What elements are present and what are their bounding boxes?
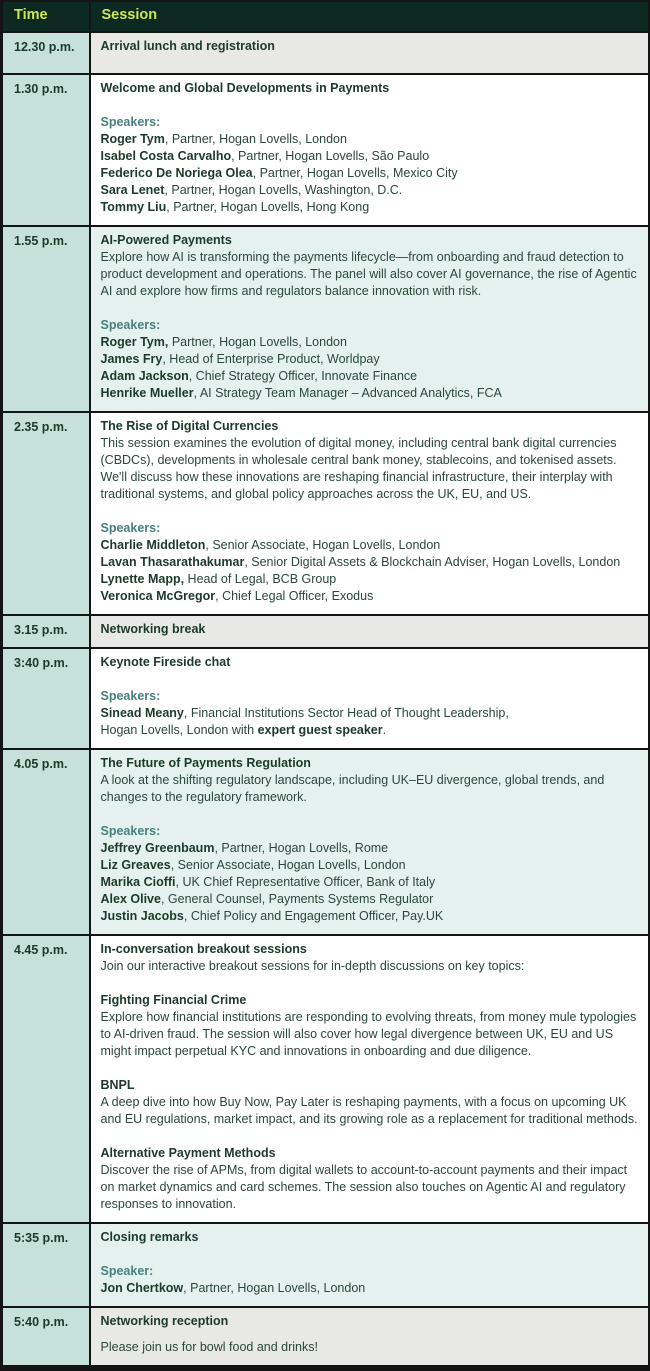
speakers-heading: Speakers:	[100, 824, 161, 838]
spacer	[101, 1060, 639, 1077]
speaker-line	[101, 131, 639, 148]
speaker-detail: , Partner, Hogan Lovells, London	[164, 132, 347, 146]
speaker-name: James Fry	[100, 352, 163, 366]
session-title: Networking reception	[100, 1314, 229, 1328]
session-cell	[90, 615, 650, 648]
spacer	[101, 1330, 639, 1339]
spacer	[101, 1246, 639, 1263]
speaker-detail: , Partner, Hogan Lovells, Hong Kong	[166, 200, 370, 214]
time-cell: 1.55 p.m.	[2, 226, 90, 412]
speaker-detail: , AI Strategy Team Manager – Advanced Analytics, FCA	[193, 386, 502, 400]
time-column-header: Time	[2, 1, 90, 32]
speaker-detail: , Head of Enterprise Product, Worldpay	[162, 352, 380, 366]
session-description: A deep dive into how Buy Now, Pay Later is reshaping payments, with a focus on upcoming UK and EU regulations, market impact, and its growing role as a replacement for traditional methods.	[100, 1095, 638, 1126]
agenda-row	[2, 1307, 650, 1368]
speaker-detail: , Senior Associate, Hogan Lovells, London	[170, 858, 406, 872]
speaker-line	[101, 385, 639, 402]
speaker-line	[101, 537, 639, 554]
session-title: AI-Powered Payments	[100, 233, 232, 247]
spacer	[101, 806, 639, 823]
speaker-line	[101, 588, 639, 605]
speaker-detail: , Partner, Hogan Lovells, Rome	[214, 841, 389, 855]
agenda-row	[2, 32, 650, 74]
agenda-body	[2, 32, 650, 1368]
speakers-heading: Speakers:	[100, 521, 161, 535]
speaker-detail: , Senior Digital Assets & Blockchain Adviser, Hogan Lovells, London	[244, 555, 621, 569]
session-description: This session examines the evolution of digital money, including central bank digital currencies (CBDCs), developments in wholesale central bank money, stablecoins, and tokenised assets. We'll discuss how these innovations are reshaping financial infrastructure, their interplay with traditional systems, and global policy approaches across the UK, EU, and US.	[100, 436, 617, 501]
agenda-row	[2, 749, 650, 935]
speaker-name: Roger Tym,	[100, 335, 169, 349]
session-title: Keynote Fireside chat	[100, 655, 231, 669]
session-title: Welcome and Global Developments in Payments	[100, 81, 390, 95]
speaker-detail: , Senior Associate, Hogan Lovells, London	[205, 538, 441, 552]
speaker-detail: , General Counsel, Payments Systems Regulator	[160, 892, 434, 906]
speaker-line	[101, 182, 639, 199]
speaker-name: Federico De Noriega Olea	[100, 166, 253, 180]
speaker-line	[101, 334, 639, 351]
session-title: Arrival lunch and registration	[100, 39, 275, 53]
speakers-heading: Speakers:	[100, 318, 161, 332]
spacer	[101, 1128, 639, 1145]
speaker-line	[101, 705, 639, 722]
speaker-name: Alex Olive	[100, 892, 161, 906]
session-description: Join our interactive breakout sessions for in-depth discussions on key topics:	[100, 959, 525, 973]
speaker-detail: , UK Chief Representative Officer, Bank of Italy	[175, 875, 436, 889]
time-cell: 3:40 p.m.	[2, 648, 90, 749]
time-cell: 12.30 p.m.	[2, 32, 90, 74]
speaker-line	[101, 165, 639, 182]
spacer	[101, 300, 639, 317]
session-column-header: Session	[90, 1, 650, 32]
session-description: Explore how AI is transforming the payments lifecycle—from onboarding and fraud detection to product development and operations. The panel will also cover AI governance, the rise of Agentic AI and explore how firms and regulators balance innovation with risk.	[100, 250, 637, 298]
agenda-row	[2, 74, 650, 226]
speaker-detail: Head of Legal, BCB Group	[184, 572, 337, 586]
session-cell	[90, 412, 650, 615]
session-title: The Future of Payments Regulation	[100, 756, 311, 770]
spacer	[101, 671, 639, 688]
speaker-detail: , Partner, Hogan Lovells, London	[183, 1281, 366, 1295]
speakers-heading: Speakers:	[100, 115, 161, 129]
breakout-session-title: Alternative Payment Methods	[100, 1146, 276, 1160]
speaker-line	[101, 351, 639, 368]
speaker-detail: .	[382, 723, 387, 737]
speaker-name: Lavan Thasarathakumar	[100, 555, 245, 569]
speakers-heading: Speaker:	[100, 1264, 154, 1278]
speaker-name: Roger Tym	[100, 132, 165, 146]
speaker-detail: , Chief Strategy Officer, Innovate Finance	[188, 369, 418, 383]
speaker-name: Tommy Liu	[100, 200, 167, 214]
speaker-detail: , Financial Institutions Sector Head of Thought Leadership,	[183, 706, 509, 720]
speaker-name: Justin Jacobs	[100, 909, 184, 923]
session-description: Discover the rise of APMs, from digital wallets to account-to-account payments and their impact on market dynamics and card schemes. The session also touches on Agentic AI and regulatory responses to innovation.	[100, 1163, 628, 1211]
speaker-detail: , Partner, Hogan Lovells, Mexico City	[252, 166, 458, 180]
speaker-line	[101, 722, 639, 739]
speaker-detail: , Chief Legal Officer, Exodus	[215, 589, 374, 603]
speaker-name: expert guest speaker	[257, 723, 383, 737]
session-description: Explore how financial institutions are responding to evolving threats, from money mule typologies to AI-driven fraud. The session will also cover how legal divergence between UK, EU and US might impact perpetual KYC and innovations in onboarding and due diligence.	[100, 1010, 637, 1058]
header-row	[2, 1, 650, 32]
speaker-name: Jeffrey Greenbaum	[100, 841, 215, 855]
time-cell: 5:35 p.m.	[2, 1223, 90, 1307]
speaker-name: Jon Chertkow	[100, 1281, 184, 1295]
session-cell	[90, 1223, 650, 1307]
speaker-line	[101, 857, 639, 874]
time-cell: 1.30 p.m.	[2, 74, 90, 226]
speaker-line	[101, 840, 639, 857]
spacer	[101, 97, 639, 114]
session-description: A look at the shifting regulatory landscape, including UK–EU divergence, global trends, and changes to the regulatory framework.	[100, 773, 605, 804]
speaker-detail: Partner, Hogan Lovells, London	[168, 335, 347, 349]
speaker-line	[101, 571, 639, 588]
time-cell: 4.45 p.m.	[2, 935, 90, 1223]
agenda-row	[2, 412, 650, 615]
speaker-line	[101, 908, 639, 925]
session-title: Networking break	[100, 622, 206, 636]
time-cell: 4.05 p.m.	[2, 749, 90, 935]
speaker-line	[101, 368, 639, 385]
speaker-name: Lynette Mapp,	[100, 572, 185, 586]
session-title: Closing remarks	[100, 1230, 199, 1244]
time-cell: 5:40 p.m.	[2, 1307, 90, 1368]
breakout-session-title: BNPL	[100, 1078, 135, 1092]
speaker-line	[101, 874, 639, 891]
spacer	[101, 503, 639, 520]
spacer	[101, 975, 639, 992]
session-cell	[90, 935, 650, 1223]
spacer	[101, 55, 639, 64]
breakout-session-title: Fighting Financial Crime	[100, 993, 247, 1007]
session-cell	[90, 648, 650, 749]
session-description: Please join us for bowl food and drinks!	[100, 1340, 318, 1354]
speaker-line	[101, 891, 639, 908]
speaker-name: Charlie Middleton	[100, 538, 206, 552]
speaker-detail: , Partner, Hogan Lovells, Washington, D.C.	[164, 183, 403, 197]
session-cell	[90, 749, 650, 935]
agenda-row	[2, 935, 650, 1223]
speaker-line	[101, 148, 639, 165]
session-cell	[90, 1307, 650, 1368]
speaker-name: Adam Jackson	[100, 369, 189, 383]
speaker-name: Veronica McGregor	[100, 589, 216, 603]
session-cell	[90, 74, 650, 226]
speaker-detail: Hogan Lovells, London with	[100, 723, 258, 737]
session-cell	[90, 32, 650, 74]
time-cell: 3.15 p.m.	[2, 615, 90, 648]
speaker-line	[101, 554, 639, 571]
speaker-name: Liz Greaves	[100, 858, 171, 872]
session-title: In-conversation breakout sessions	[100, 942, 307, 956]
speaker-detail: , Partner, Hogan Lovells, São Paulo	[231, 149, 430, 163]
speaker-name: Sara Lenet	[100, 183, 165, 197]
agenda-row	[2, 615, 650, 648]
agenda-row	[2, 226, 650, 412]
speaker-detail: , Chief Policy and Engagement Officer, Pay.UK	[183, 909, 444, 923]
session-cell	[90, 226, 650, 412]
speaker-name: Sinead Meany	[100, 706, 184, 720]
agenda-header	[2, 1, 650, 32]
speaker-line	[101, 1280, 639, 1297]
speaker-line	[101, 199, 639, 216]
speaker-name: Marika Cioffi	[100, 875, 176, 889]
session-title: The Rise of Digital Currencies	[100, 419, 279, 433]
time-cell: 2.35 p.m.	[2, 412, 90, 615]
speaker-name: Henrike Mueller	[100, 386, 194, 400]
speaker-name: Isabel Costa Carvalho	[100, 149, 232, 163]
speakers-heading: Speakers:	[100, 689, 161, 703]
agenda-row	[2, 648, 650, 749]
agenda-row	[2, 1223, 650, 1307]
